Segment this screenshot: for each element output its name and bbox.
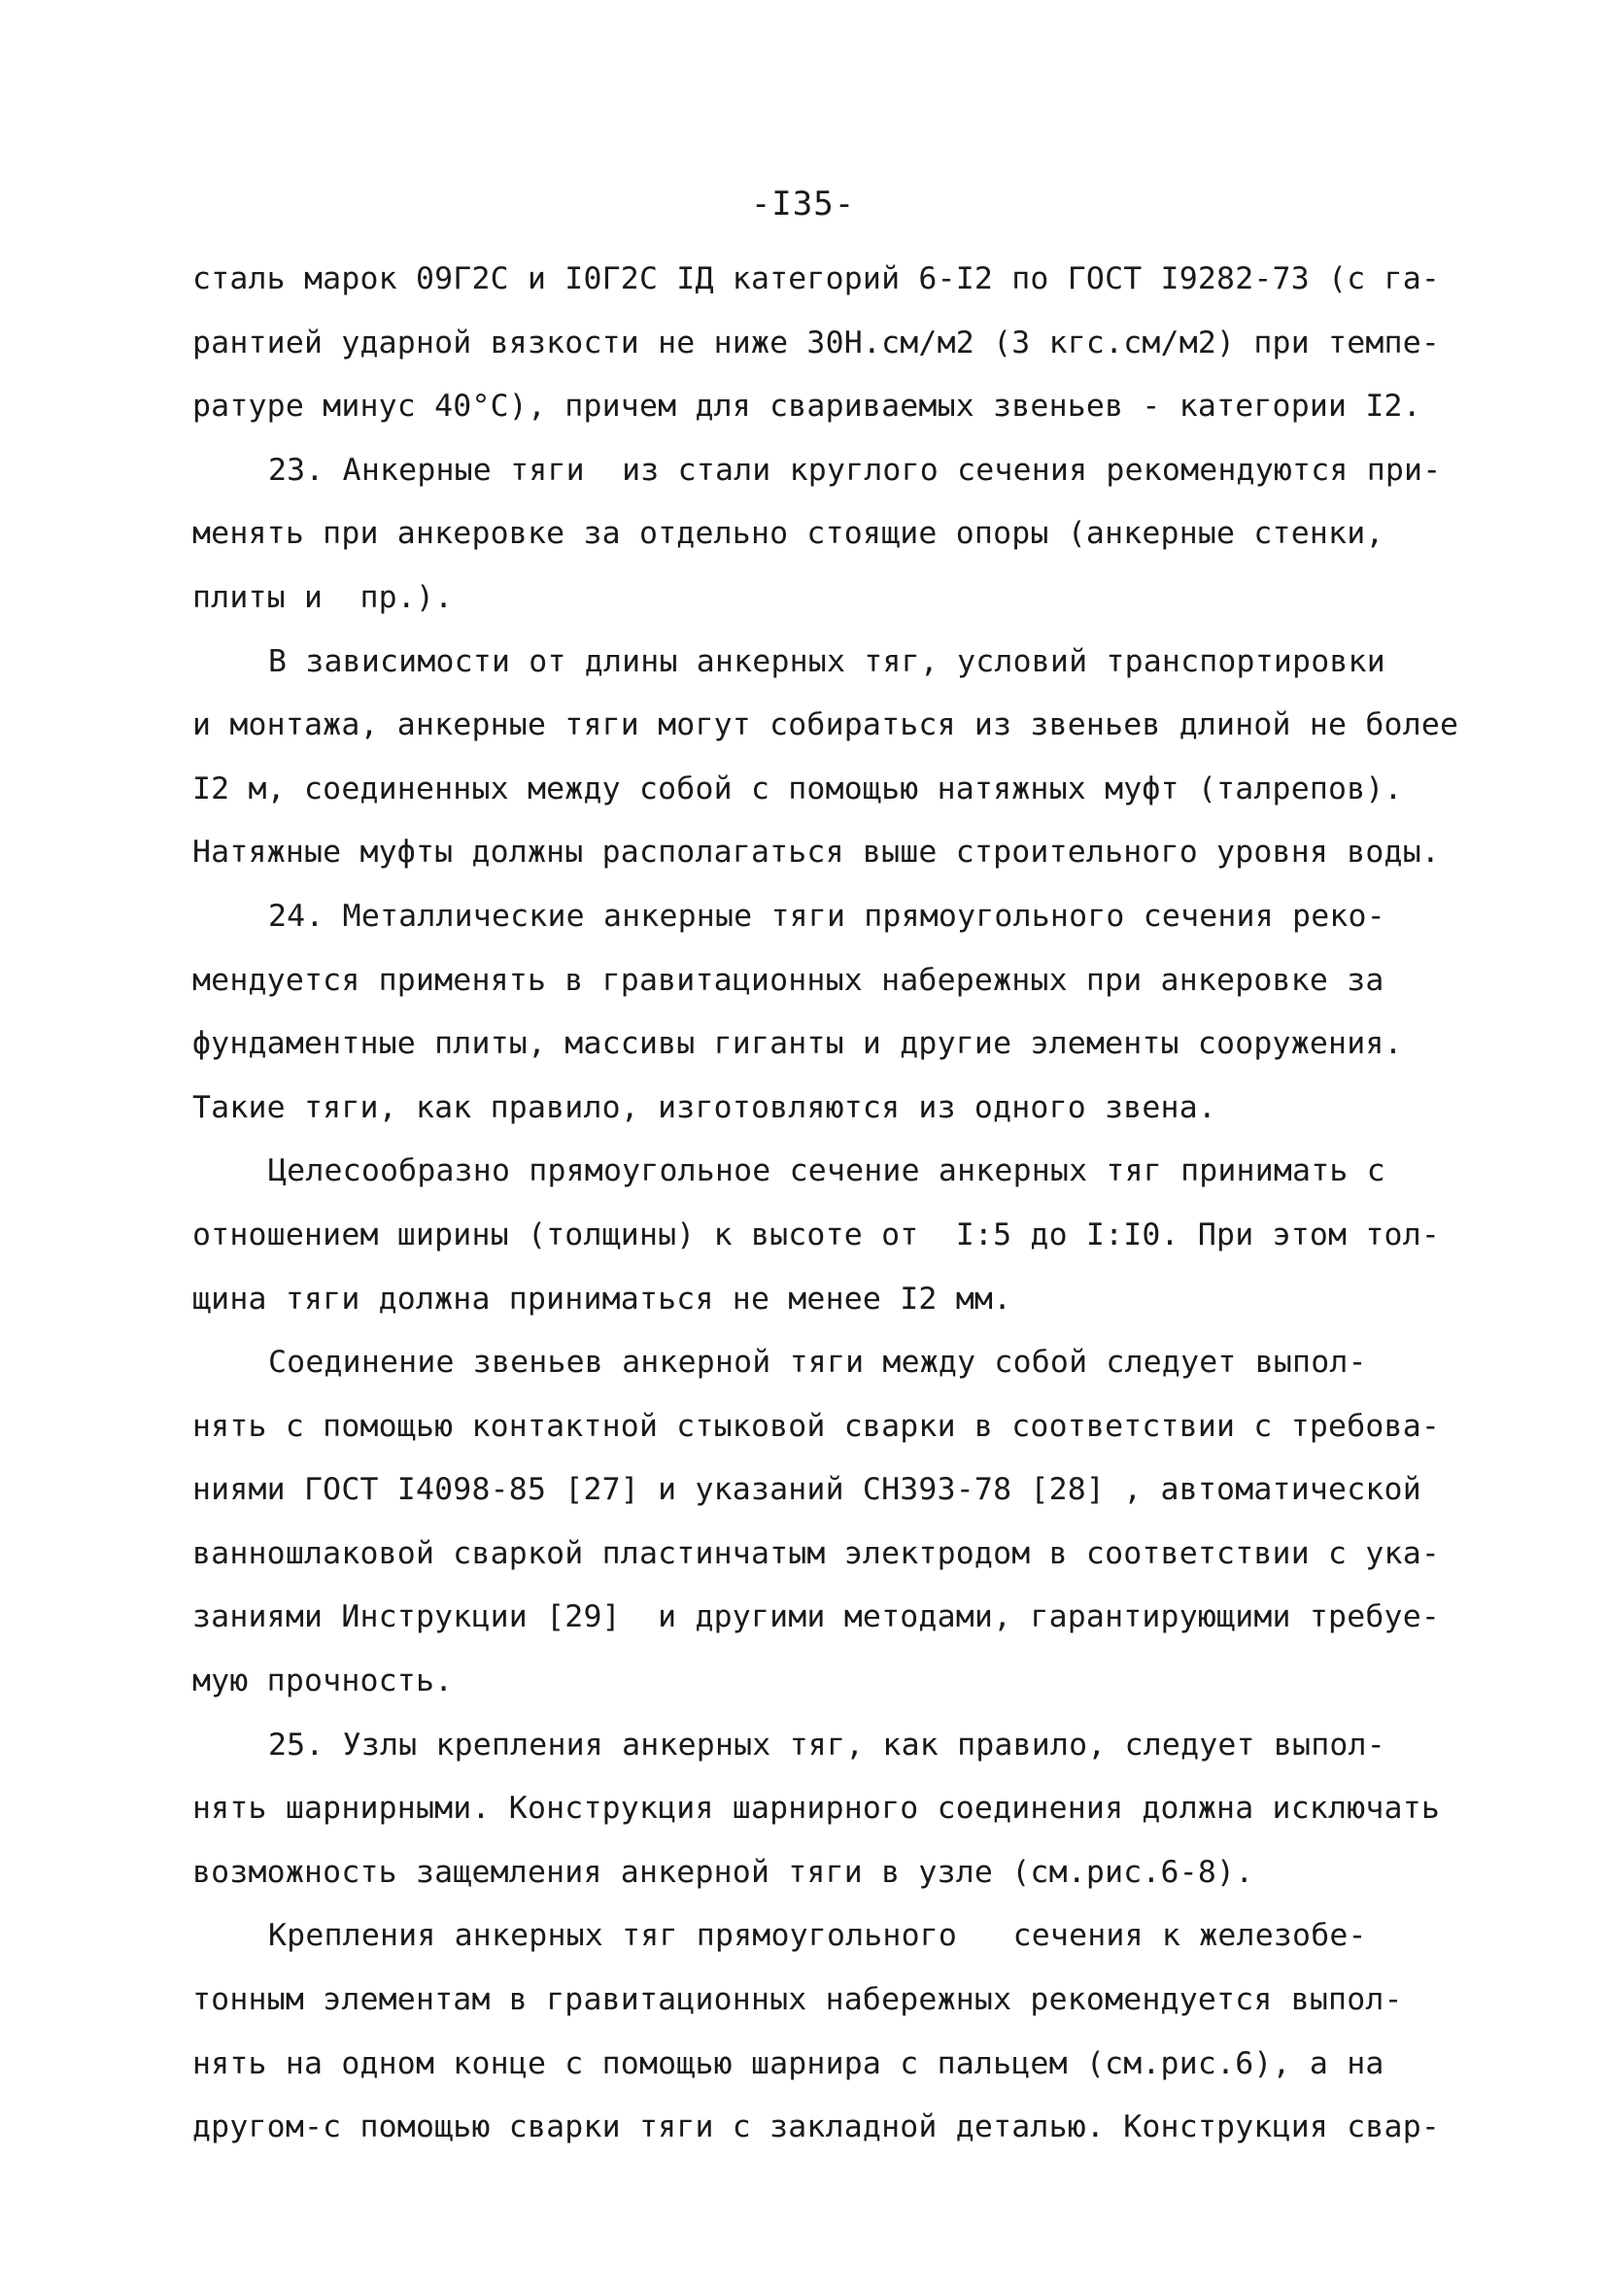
text-line: 23. Анкерные тяги из стали круглого сечения рекомендуются при-: [268, 452, 1442, 488]
text-line: менять при анкеровке за отдельно стоящие опоры (анкерные стенки,: [192, 516, 1384, 552]
text-line: фундаментные плиты, массивы гиганты и другие элементы сооружения.: [192, 1026, 1403, 1062]
text-line: тонным элементам в гравитационных набережных рекомендуется выпол-: [192, 1982, 1403, 2018]
text-line: 25. Узлы крепления анкерных тяг, как правило, следует выпол-: [268, 1727, 1385, 1763]
text-line: плиты и пр.).: [192, 579, 454, 615]
text-line: В зависимости от длины анкерных тяг, условий транспортировки: [268, 643, 1385, 679]
text-line: нять шарнирными. Конструкция шарнирного соединения должна исключать: [192, 1791, 1441, 1827]
text-line: Крепления анкерных тяг прямоугольного сечения к железобе-: [268, 1918, 1367, 1954]
text-line: ниями ГОСТ I4098-85 [27] и указаний СН393-78 [28] , автоматической: [192, 1472, 1421, 1508]
page-number: -I35-: [750, 185, 856, 223]
text-line: I2 м, соединенных между собой с помощью натяжных муфт (талрепов).: [192, 771, 1403, 806]
text-line: и монтажа, анкерные тяги могут собираться из звеньев длиной не более: [192, 707, 1459, 743]
text-line: возможность защемления анкерной тяги в узле (см.рис.6-8).: [192, 1854, 1254, 1890]
text-line: ванношлаковой сваркой пластинчатым электродом в соответствии с ука-: [192, 1535, 1441, 1571]
text-line: щина тяги должна приниматься не менее I2 мм.: [192, 1281, 1012, 1317]
text-line: сталь марок 09Г2С и I0Г2С IД категорий 6-I2 по ГОСТ I9282-73 (с га-: [192, 261, 1441, 296]
text-line: Соединение звеньев анкерной тяги между собой следует выпол-: [268, 1345, 1367, 1381]
text-line: нять с помощью контактной стыковой сварки в соответствии с требова-: [192, 1408, 1441, 1444]
text-line: другом-с помощью сварки тяги с закладной деталью. Конструкция свар-: [192, 2109, 1441, 2145]
text-line: заниями Инструкции [29] и другими методами, гарантирующими требуе-: [192, 1599, 1441, 1635]
text-line: Такие тяги, как правило, изготовляются из одного звена.: [192, 1089, 1217, 1125]
text-line: Натяжные муфты должны располагаться выше строительного уровня воды.: [192, 835, 1441, 871]
text-line: нять на одном конце с помощью шарнира с пальцем (см.рис.6), а на: [192, 2045, 1384, 2081]
text-line: мую прочность.: [192, 1663, 454, 1699]
text-line: 24. Металлические анкерные тяги прямоугольного сечения реко-: [268, 898, 1385, 934]
body-text: [192, 248, 1475, 2160]
text-line: рантией ударной вязкости не ниже 30Н.см/м2 (3 кгс.см/м2) при темпе-: [192, 325, 1441, 360]
text-line: Целесообразно прямоугольное сечение анкерных тяг принимать с: [268, 1153, 1385, 1189]
text-line: мендуется применять в гравитационных набережных при анкеровке за: [192, 962, 1384, 998]
text-line: ратуре минус 40°С), причем для свариваемых звеньев - категории I2.: [192, 389, 1421, 425]
text-line: отношением ширины (толщины) к высоте от I:5 до I:I0. При этом тол-: [192, 1217, 1441, 1252]
